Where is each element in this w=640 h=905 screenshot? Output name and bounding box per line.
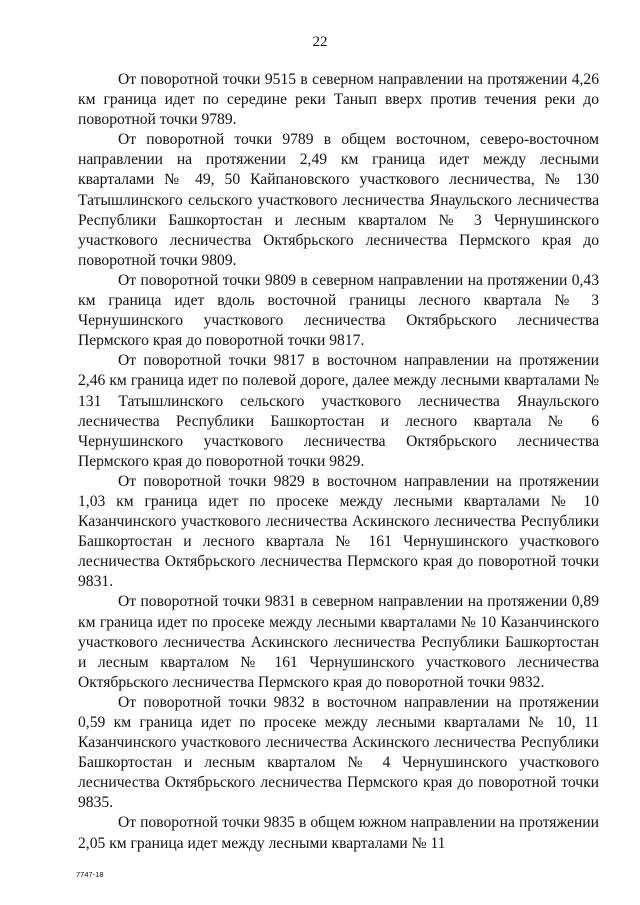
paragraph: От поворотной точки 9817 в восточном направлении на протяжении 2,46 км граница идет по полевой дороге, далее между лесными кварталами № 131 Татышлинского сельского участкового лесничества Янаульского лесничества Республики Башкортостан и лесного квартала № 6 Чернушинского участкового лесничества Октябрьского лесничества Пермского края до поворотной точки 9829. — [78, 352, 599, 470]
paragraph: От поворотной точки 9789 в общем восточном, северо-восточном направлении на протяжении 2,49 км граница идет между лесными кварталами № 49, 50 Кайпановского участкового лесничества, № 130 Татышлинского сельского участкового лесничества Янаульского лесничества Республики Башкортостан и лесным кварталом № 3 Чернушинского участкового лесничества Октябрьского лесничества Пермского края до поворотной точки 9809. — [78, 131, 599, 269]
paragraph: От поворотной точки 9829 в восточном направлении на протяжении 1,03 км граница идет по просеке между лесными кварталами № 10 Казанчинского участкового лесничества Аскинского лесничества Республики Башкортостан и лесного квартала № 161 Чернушинского участкового лесничества Октябрьского лесничества Пермского края до поворотной точки 9831. — [78, 472, 599, 591]
paragraph: От поворотной точки 9832 в восточном направлении на протяжении 0,59 км граница идет по просеке между лесными кварталами № 10, 11 Казанчинского участкового лесничества Аскинского лесничества Республики Башкортостан и лесным кварталом № 4 Чернушинского участкового лесничества Октябрьского лесничества Пермского края до поворотной точки 9835. — [78, 693, 599, 812]
document-body — [78, 70, 599, 854]
page-number: 22 — [312, 34, 328, 50]
paragraph: От поворотной точки 9831 в северном направлении на протяжении 0,89 км граница идет по просеке между лесными кварталами № 10 Казанчинского участкового лесничества Аскинского лесничества Республики Башкортостан и лесным кварталом № 161 Чернушинского участкового лесничества Октябрьского лесничества Пермского края до поворотной точки 9832. — [78, 593, 599, 691]
paragraph: От поворотной точки 9515 в северном направлении на протяжении 4,26 км граница идет по середине реки Танып вверх против течения реки до поворотной точки 9789. — [78, 71, 599, 129]
document-code: 7747-18 — [76, 870, 104, 879]
paragraph: От поворотной точки 9835 в общем южном направлении на протяжении 2,05 км граница идет между лесными кварталами № 11 — [78, 814, 599, 852]
paragraph: От поворотной точки 9809 в северном направлении на протяжении 0,43 км граница идет вдоль восточной границы лесного квартала № 3 Чернушинского участкового лесничества Октябрьского лесничества Пермского края до поворотной точки 9817. — [78, 271, 599, 350]
